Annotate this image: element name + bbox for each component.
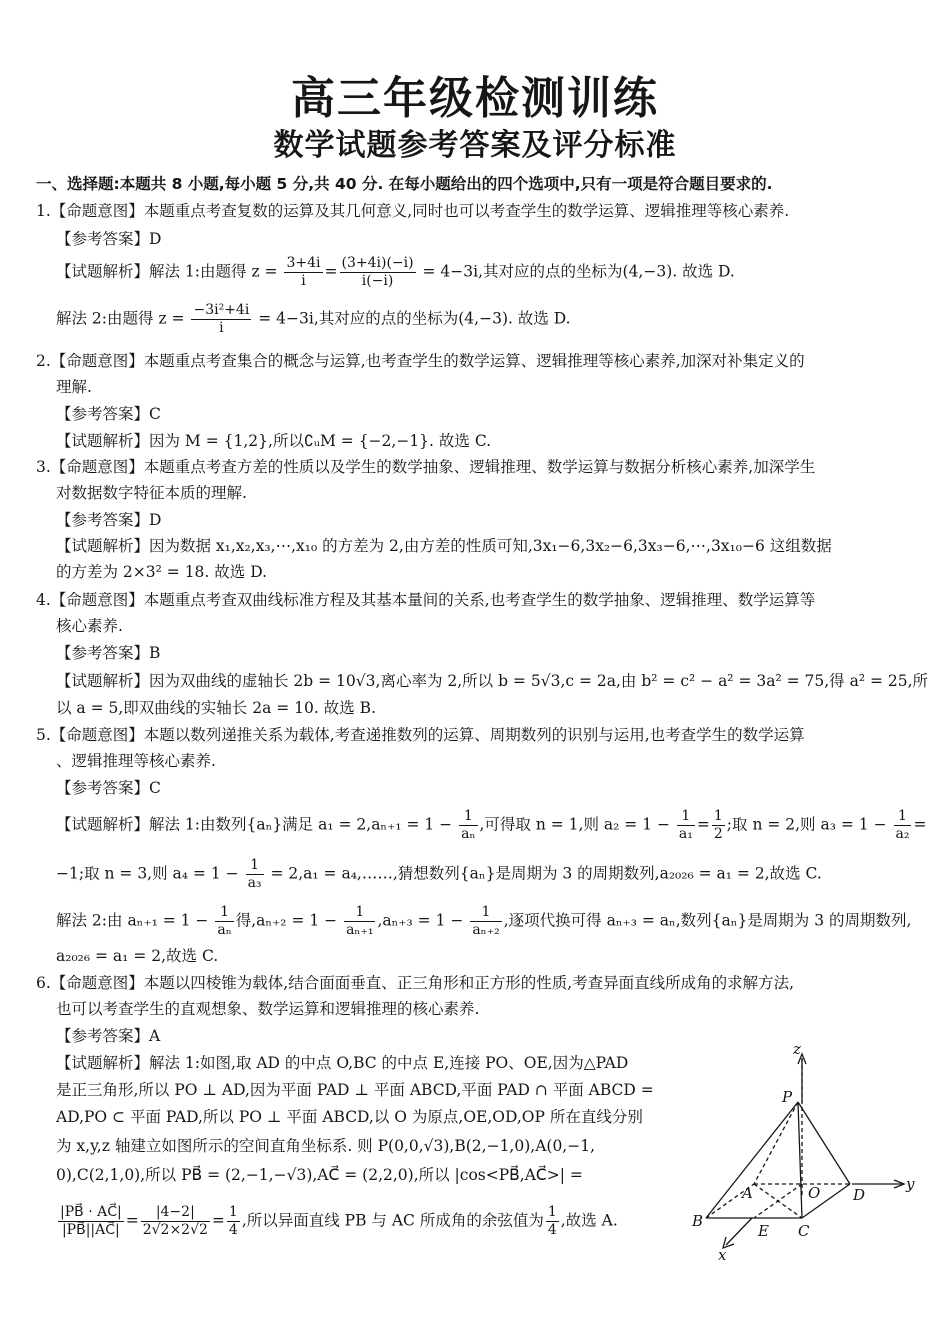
label-E: E bbox=[758, 1222, 769, 1240]
denominator: aₙ bbox=[461, 826, 476, 842]
q3-answer: 【参考答案】D bbox=[56, 511, 162, 529]
q6-analysis-1: 【试题解析】解法 1:如图,取 AD 的中点 O,BC 的中点 E,连接 PO、OE,因为△PAD bbox=[56, 1054, 629, 1072]
label-z: z bbox=[793, 1040, 801, 1058]
fraction bbox=[141, 1204, 210, 1239]
q5-method-2 bbox=[56, 904, 936, 939]
fraction bbox=[470, 904, 501, 939]
q2-intent-2: 理解. bbox=[56, 378, 92, 396]
q5-intent-1: 5.【命题意图】本题以数列递推关系为载体,考查递推数列的运算、周期数列的识别与运用,也考查学生的数学运算 bbox=[36, 726, 805, 744]
q5-intent-2: 、逻辑推理等核心素养. bbox=[56, 752, 216, 770]
numerator: |PB⃗ · AC⃗| bbox=[60, 1204, 122, 1220]
text: 【试题解析】解法 1:由数列{aₙ}满足 a₁ = 2,aₙ₊₁ = 1 − bbox=[56, 815, 453, 834]
q6-analysis-2: 是正三角形,所以 PO ⊥ AD,因为平面 PAD ⊥ 平面 ABCD,平面 PAD ∩ 平面 ABCD = bbox=[56, 1081, 654, 1099]
denominator: 2√2×2√2 bbox=[142, 1222, 208, 1238]
q5-analysis-1 bbox=[56, 808, 936, 843]
denominator: aₙ bbox=[217, 922, 232, 938]
numerator: 1 bbox=[677, 808, 695, 826]
fraction bbox=[246, 857, 264, 892]
numerator: 1 bbox=[215, 904, 233, 922]
text: = bbox=[696, 815, 710, 834]
q4-analysis-2: 以 a = 5,即双曲线的实轴长 2a = 10. 故选 B. bbox=[56, 699, 376, 717]
label-P: P bbox=[782, 1088, 793, 1106]
denominator: a₁ bbox=[678, 826, 693, 842]
denominator: a₂ bbox=[895, 826, 910, 842]
edge-PA bbox=[754, 1102, 798, 1184]
denominator: i bbox=[301, 273, 306, 289]
text: ;取 n = 2,则 a₃ = 1 − bbox=[726, 815, 887, 834]
fraction bbox=[677, 808, 695, 843]
q1-analysis-1: 【试题解析】解法 1:由题得 z = $\frac{3+4i}{i}$ = $\frac{(3+4i)(-i)}{i(-i)}$ = 4−3i,其对应的点的坐标为(4,−3). 故选 D. bbox=[56, 255, 735, 289]
text: ,故选 A. bbox=[560, 1211, 618, 1230]
x-axis bbox=[726, 1218, 752, 1245]
q6-answer: 【参考答案】A bbox=[56, 1027, 161, 1045]
numerator: |4−2| bbox=[141, 1204, 210, 1222]
q5-analysis-2 bbox=[56, 857, 936, 892]
label-C: C bbox=[798, 1222, 810, 1240]
q6-intent-2: 也可以考查学生的直观想象、数学运算和逻辑推理的核心素养. bbox=[56, 1000, 480, 1018]
q5-method-2-end: a₂₀₂₆ = a₁ = 2,故选 C. bbox=[56, 947, 219, 965]
denominator: i(−i) bbox=[361, 273, 394, 289]
numerator: −3i²+4i bbox=[193, 302, 250, 318]
fraction bbox=[344, 904, 375, 939]
denominator: |PB⃗||AC⃗| bbox=[61, 1222, 120, 1238]
text: 解法 2:由 aₙ₊₁ = 1 − bbox=[56, 911, 209, 930]
pyramid-figure bbox=[690, 1040, 920, 1265]
section-heading: 一、选择题:本题共 8 小题,每小题 5 分,共 40 分. 在每小题给出的四个选项中,只有一项是符合题目要求的. bbox=[36, 175, 773, 193]
label-y: y bbox=[906, 1175, 915, 1193]
numerator: 1 bbox=[228, 1204, 238, 1220]
q2-intent-1: 2.【命题意图】本题重点考查集合的概念与运算,也考查学生的数学运算、逻辑推理等核心素养,加深对补集定义的 bbox=[36, 352, 805, 370]
text: 【试题解析】解法 1:由题得 z = bbox=[56, 262, 278, 281]
q6-analysis-4: 为 x,y,z 轴建立如图所示的空间直角坐标系. 则 P(0,0,√3),B(2,−1,0),A(0,−1, bbox=[56, 1137, 596, 1155]
q3-intent-1: 3.【命题意图】本题重点考查方差的性质以及学生的数学抽象、逻辑推理、数学运算与数据分析核心素养,加深学生 bbox=[36, 458, 816, 476]
fraction bbox=[894, 808, 912, 843]
page-title: 高三年级检测训练 bbox=[291, 73, 659, 124]
fraction bbox=[712, 808, 725, 843]
q2-analysis: 【试题解析】因为 M = {1,2},所以∁ᵤM = {−2,−1}. 故选 C. bbox=[56, 432, 492, 450]
denominator: i bbox=[219, 320, 224, 336]
q5-answer: 【参考答案】C bbox=[56, 779, 161, 797]
q6-intent-1: 6.【命题意图】本题以四棱锥为载体,结合面面垂直、正三角形和正方形的性质,考查异面直线所成角的求解方法, bbox=[36, 974, 795, 992]
text: −1;取 n = 3,则 a₄ = 1 − bbox=[56, 864, 239, 883]
numerator: 1 bbox=[470, 904, 501, 922]
fraction bbox=[215, 904, 233, 939]
fraction bbox=[58, 1204, 124, 1239]
denominator: 2 bbox=[713, 826, 723, 842]
text: = 4−3i,其对应的点的坐标为(4,−3). 故选 D. bbox=[422, 262, 735, 281]
text: ,aₙ₊₃ = 1 − bbox=[377, 911, 464, 930]
q1-intent: 1.【命题意图】本题重点考查复数的运算及其几何意义,同时也可以考查学生的数学运算、逻辑推理等核心素养. bbox=[36, 202, 790, 220]
numerator: (3+4i)(−i) bbox=[341, 255, 414, 271]
numerator: 1 bbox=[894, 808, 912, 826]
q4-analysis-1: 【试题解析】因为双曲线的虚轴长 2b = 10√3,离心率为 2,所以 b = 5√3,c = 2a,由 b² = c² − a² = 3a² = 75,得 a² = 25,所 bbox=[56, 672, 929, 690]
label-O: O bbox=[808, 1184, 821, 1202]
text: ,逐项代换可得 aₙ₊₃ = aₙ,数列{aₙ}是周期为 3 的周期数列, bbox=[503, 911, 912, 930]
text: = bbox=[913, 815, 927, 834]
text: = 2,a₁ = a₄,……,猜想数列{aₙ}是周期为 3 的周期数列,a₂₀₂₆ = a₁ = 2,故选 C. bbox=[270, 864, 822, 883]
denominator: a₃ bbox=[247, 875, 262, 891]
q3-intent-2: 对数据数字特征本质的理解. bbox=[56, 484, 247, 502]
fraction bbox=[227, 1204, 240, 1239]
numerator: 1 bbox=[459, 808, 477, 826]
fraction bbox=[284, 255, 322, 290]
q6-analysis-5: 0),C(2,1,0),所以 PB⃗ = (2,−1,−√3),AC⃗ = (2,2,0),所以 |cos<PB⃗,AC⃗>| = bbox=[56, 1166, 583, 1184]
numerator: 3+4i bbox=[286, 255, 321, 271]
numerator: 1 bbox=[713, 808, 723, 824]
text: 得,aₙ₊₂ = 1 − bbox=[235, 911, 338, 930]
q6-analysis-6: $\frac{|PB⃗ \cdot AC⃗|}{|PB⃗||AC⃗|}$ = $\frac{|4-2|}{2√2\times 2√2}$ = $\frac{1}{4}$ ,所以异面直线 PB 与 AC 所成角的余弦值为 $\frac{1}{4}$ ,故选 A. bbox=[60, 1204, 618, 1238]
numerator: 1 bbox=[547, 1204, 557, 1220]
text: ,可得取 n = 1,则 a₂ = 1 − bbox=[479, 815, 670, 834]
label-A: A bbox=[742, 1184, 753, 1202]
fraction bbox=[546, 1204, 559, 1239]
denominator: 4 bbox=[547, 1222, 557, 1238]
label-B: B bbox=[692, 1212, 704, 1230]
q6-analysis-3: AD,PO ⊂ 平面 PAD,所以 PO ⊥ 平面 ABCD,以 O 为原点,OE,OD,OP 所在直线分别 bbox=[56, 1108, 643, 1126]
q2-answer: 【参考答案】C bbox=[56, 405, 161, 423]
q1-answer: 【参考答案】D bbox=[56, 230, 162, 248]
q4-intent-2: 核心素养. bbox=[56, 617, 123, 635]
label-D: D bbox=[853, 1186, 866, 1204]
numerator: 1 bbox=[246, 857, 264, 875]
fraction bbox=[340, 255, 416, 290]
text: = 4−3i,其对应的点的坐标为(4,−3). 故选 D. bbox=[258, 309, 571, 328]
q4-intent-1: 4.【命题意图】本题重点考查双曲线标准方程及其基本量间的关系,也考查学生的数学抽象、逻辑推理、数学运算等 bbox=[36, 591, 816, 609]
q4-answer: 【参考答案】B bbox=[56, 644, 161, 662]
fraction bbox=[191, 302, 251, 337]
edge-PD bbox=[798, 1102, 850, 1184]
text: 解法 2:由题得 z = bbox=[56, 309, 185, 328]
denominator: aₙ₊₁ bbox=[346, 922, 374, 938]
denominator: 4 bbox=[228, 1222, 238, 1238]
numerator: 1 bbox=[344, 904, 375, 922]
label-x: x bbox=[718, 1246, 727, 1264]
page-subtitle: 数学试题参考答案及评分标准 bbox=[273, 128, 677, 163]
denominator: aₙ₊₂ bbox=[472, 922, 500, 938]
q3-analysis-1: 【试题解析】因为数据 x₁,x₂,x₃,⋯,x₁₀ 的方差为 2,由方差的性质可知,3x₁−6,3x₂−6,3x₃−6,⋯,3x₁₀−6 这组数据 bbox=[56, 537, 832, 555]
q3-analysis-2: 的方差为 2×3² = 18. 故选 D. bbox=[56, 563, 267, 581]
q1-analysis-2 bbox=[56, 302, 936, 337]
text: ,所以异面直线 PB 与 AC 所成角的余弦值为 bbox=[241, 1211, 544, 1230]
fraction bbox=[459, 808, 477, 843]
